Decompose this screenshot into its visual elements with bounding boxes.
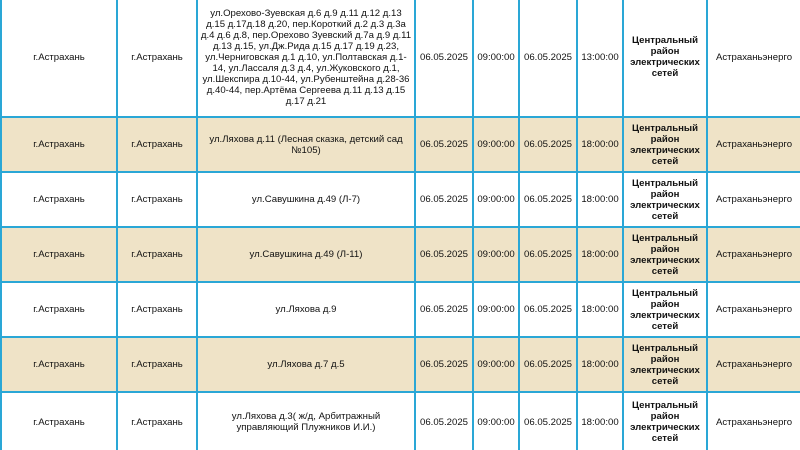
table-row [1,392,800,450]
start-time-cell: 09:00:00 [473,172,519,227]
network-cell: Центральный район электрических сетей [623,337,707,392]
start-date-cell: 06.05.2025 [415,282,473,337]
company-cell: Астраханьэнерго [707,392,800,450]
address-cell: ул.Савушкина д.49 (Л-7) [197,172,415,227]
locality-cell: г.Астрахань [117,337,197,392]
district-cell: г.Астрахань [1,0,117,117]
locality-cell: г.Астрахань [117,117,197,172]
table-row [1,282,800,337]
end-date-cell: 06.05.2025 [519,337,577,392]
locality-cell: г.Астрахань [117,172,197,227]
network-cell: Центральный район электрических сетей [623,392,707,450]
start-time-cell: 09:00:00 [473,227,519,282]
start-date-cell: 06.05.2025 [415,227,473,282]
network-cell: Центральный район электрических сетей [623,282,707,337]
start-time-cell: 09:00:00 [473,282,519,337]
table-row [1,337,800,392]
end-date-cell: 06.05.2025 [519,117,577,172]
table-row [1,0,800,117]
company-cell: Астраханьэнерго [707,117,800,172]
district-cell: г.Астрахань [1,282,117,337]
address-cell: ул.Ляхова д.7 д.5 [197,337,415,392]
district-cell: г.Астрахань [1,392,117,450]
end-time-cell: 18:00:00 [577,392,623,450]
start-date-cell: 06.05.2025 [415,337,473,392]
district-cell: г.Астрахань [1,172,117,227]
district-cell: г.Астрахань [1,337,117,392]
start-time-cell: 09:00:00 [473,0,519,117]
district-cell: г.Астрахань [1,227,117,282]
table-row [1,117,800,172]
end-time-cell: 18:00:00 [577,172,623,227]
locality-cell: г.Астрахань [117,227,197,282]
locality-cell: г.Астрахань [117,392,197,450]
network-cell: Центральный район электрических сетей [623,0,707,117]
company-cell: Астраханьэнерго [707,172,800,227]
table-row [1,227,800,282]
address-cell: ул.Савушкина д.49 (Л-11) [197,227,415,282]
network-cell: Центральный район электрических сетей [623,172,707,227]
start-date-cell: 06.05.2025 [415,0,473,117]
locality-cell: г.Астрахань [117,282,197,337]
company-cell: Астраханьэнерго [707,227,800,282]
address-cell: ул.Ляхова д.3( ж/д, Арбитражный управляющий Плужников И.И.) [197,392,415,450]
end-time-cell: 18:00:00 [577,282,623,337]
end-time-cell: 13:00:00 [577,0,623,117]
company-cell: Астраханьэнерго [707,337,800,392]
end-time-cell: 18:00:00 [577,227,623,282]
start-time-cell: 09:00:00 [473,392,519,450]
start-time-cell: 09:00:00 [473,117,519,172]
company-cell: Астраханьэнерго [707,0,800,117]
address-cell: ул.Ляхова д.9 [197,282,415,337]
start-time-cell: 09:00:00 [473,337,519,392]
end-date-cell: 06.05.2025 [519,172,577,227]
end-date-cell: 06.05.2025 [519,282,577,337]
network-cell: Центральный район электрических сетей [623,117,707,172]
address-cell: ул.Орехово-Зуевская д.6 д.9 д.11 д.12 д.13 д.15 д.17д.18 д.20, пер.Короткий д.2 д.3 д.3а д.4 д.6 д.8, пер.Орехово Зуевский д.7а д.9 д.11 д.13 д.15, ул.Дж.Рида д.15 д.17 д.19 д.23, ул.Черниговская д.1 д.10, ул.Полтавская д.1-14, ул.Лассаля д.3 д.4, ул.Жуковского д.1, ул.Шекспира д.10-44, ул.Рубенштейна д.28-36 д.40-44, пер.Артёма Сергеева д.11 д.13 д.15 д.17 д.21 [197,0,415,117]
district-cell: г.Астрахань [1,117,117,172]
end-date-cell: 06.05.2025 [519,392,577,450]
end-date-cell: 06.05.2025 [519,0,577,117]
network-cell: Центральный район электрических сетей [623,227,707,282]
locality-cell: г.Астрахань [117,0,197,117]
end-date-cell: 06.05.2025 [519,227,577,282]
address-cell: ул.Ляхова д.11 (Лесная сказка, детский сад №105) [197,117,415,172]
end-time-cell: 18:00:00 [577,337,623,392]
end-time-cell: 18:00:00 [577,117,623,172]
start-date-cell: 06.05.2025 [415,172,473,227]
start-date-cell: 06.05.2025 [415,117,473,172]
table-row [1,172,800,227]
company-cell: Астраханьэнерго [707,282,800,337]
start-date-cell: 06.05.2025 [415,392,473,450]
